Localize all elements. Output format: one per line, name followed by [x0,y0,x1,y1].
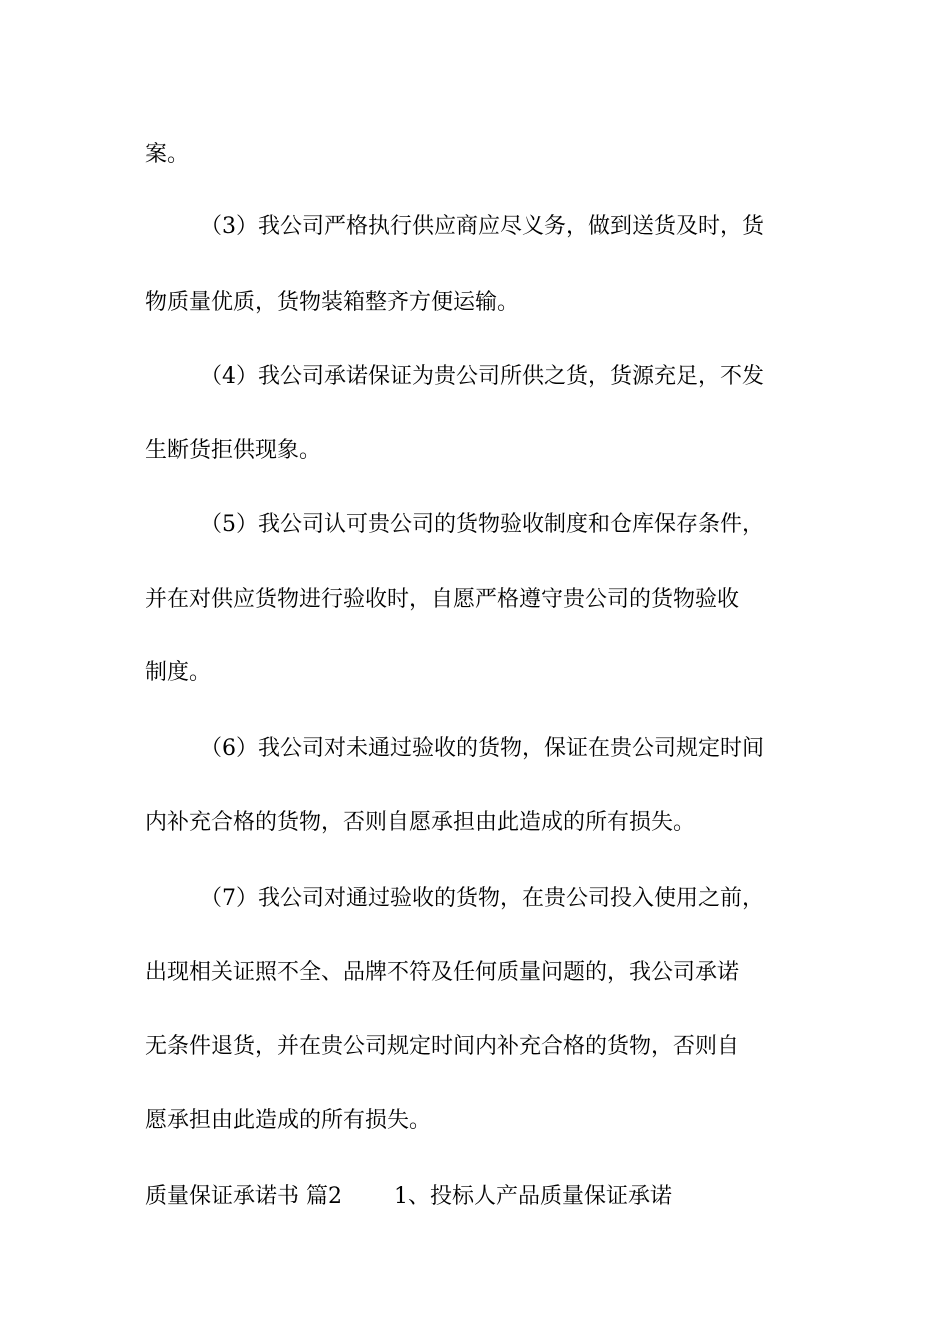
paragraph-line: 出现相关证照不全、品牌不符及任何质量问题的，我公司承诺 [145,960,740,985]
section-title: 质量保证承诺书 篇2 [145,1184,342,1209]
paragraph-line: 并在对供应货物进行验收时，自愿严格遵守贵公司的货物验收 [145,587,740,612]
paragraph-line: （6）我公司对未通过验收的货物，保证在贵公司规定时间 [200,736,764,761]
paragraph-line: （5）我公司认可贵公司的货物验收制度和仓库保存条件， [200,512,764,537]
paragraph-line: 内补充合格的货物，否则自愿承担由此造成的所有损失。 [145,810,696,835]
section-heading [145,1182,672,1212]
paragraph-line: 物质量优质，货物装箱整齐方便运输。 [145,290,520,315]
paragraph-line: 生断货拒供现象。 [145,438,322,463]
paragraph-line: 制度。 [145,660,212,685]
paragraph-line: （3）我公司严格执行供应商应尽义务，做到送货及时，货 [200,214,764,239]
paragraph-line: （7）我公司对通过验收的货物，在贵公司投入使用之前， [200,886,764,911]
paragraph-line: 愿承担由此造成的所有损失。 [145,1108,432,1133]
section-subtitle: 1、投标人产品质量保证承诺 [394,1184,672,1209]
paragraph-line: （4）我公司承诺保证为贵公司所供之货，货源充足，不发 [200,364,764,389]
paragraph-line: 案。 [145,142,190,167]
paragraph-line: 无条件退货，并在贵公司规定时间内补充合格的货物，否则自 [145,1034,740,1059]
